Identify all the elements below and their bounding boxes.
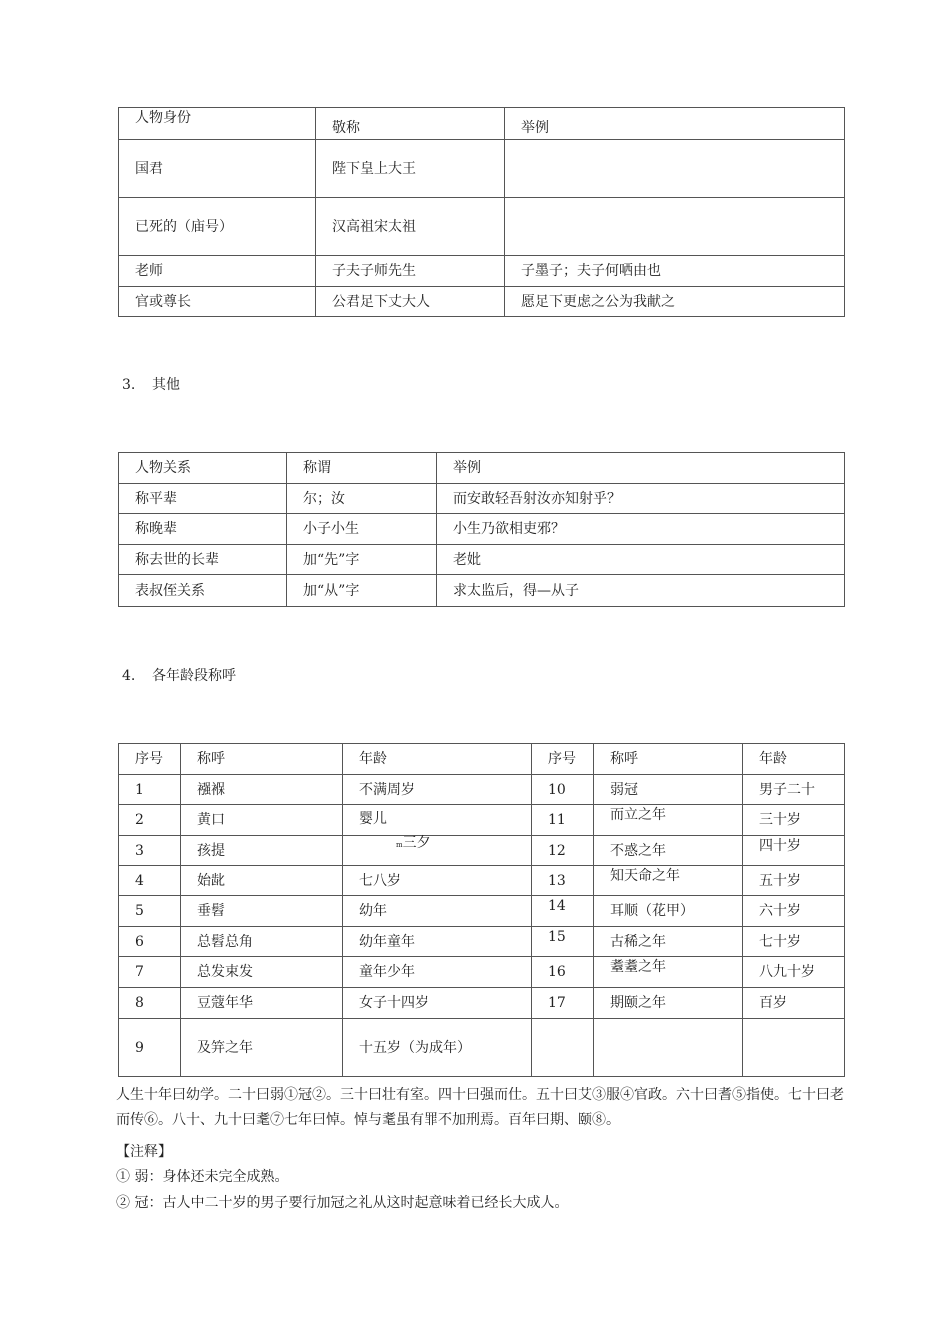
table-cell: 称晚辈	[119, 514, 287, 545]
notes-heading: 【注释】	[116, 1144, 172, 1160]
table-cell: 不惑之年	[594, 836, 743, 866]
table-cell: 10	[532, 775, 594, 805]
table-cell: 黄口	[181, 805, 343, 836]
table-row	[119, 866, 845, 896]
table-cell: 知天命之年	[594, 866, 743, 896]
table-cell: 称平辈	[119, 484, 287, 514]
table-cell: 加“先”字	[287, 545, 437, 575]
table-row	[119, 775, 845, 805]
table-cell: 4	[119, 866, 181, 896]
header-cell: 举例	[505, 108, 845, 140]
table-cell: 幼年童年	[343, 927, 532, 957]
table-cell: 14	[532, 896, 594, 927]
table-row	[119, 957, 845, 988]
header-cell: 序号	[119, 744, 181, 775]
table-cell: 幼年	[343, 896, 532, 927]
table-cell	[532, 1019, 594, 1077]
section-3-heading	[122, 374, 180, 394]
table-row	[119, 805, 845, 836]
table-cell: 官或尊长	[119, 287, 316, 317]
table-cell: 称去世的长辈	[119, 545, 287, 575]
table-cell	[743, 1019, 845, 1077]
table-row	[119, 1019, 845, 1077]
table-cell: 求太监后，得—从子	[437, 575, 845, 607]
table-cell: 汉高祖宋太祖	[316, 198, 505, 256]
table-cell: 总发束发	[181, 957, 343, 988]
table-cell: 不满周岁	[343, 775, 532, 805]
table-cell: 女子十四岁	[343, 988, 532, 1019]
table-cell: 耋耋之年	[594, 957, 743, 988]
table-cell: 15	[532, 927, 594, 957]
honorifics-table	[118, 107, 845, 317]
table-row	[119, 198, 845, 256]
table-cell: 三十岁	[743, 805, 845, 836]
table-cell: 七十岁	[743, 927, 845, 957]
header-cell: 举例	[437, 453, 845, 484]
stray-small-mark: m	[396, 841, 403, 849]
table-row	[119, 896, 845, 927]
table-cell: 孩提	[181, 836, 343, 866]
table-cell: 五十岁	[743, 866, 845, 896]
table-cell: 5	[119, 896, 181, 927]
table-row	[119, 545, 845, 575]
table-cell: 期颐之年	[594, 988, 743, 1019]
table-cell: 垂髫	[181, 896, 343, 927]
table-cell: 而立之年	[594, 805, 743, 836]
table-cell: 童年少年	[343, 957, 532, 988]
table-cell: 子夫子师先生	[316, 256, 505, 287]
table-header-row	[119, 108, 845, 140]
table-header-row	[119, 453, 845, 484]
table-cell: 弱冠	[594, 775, 743, 805]
table-cell: 而安敢轻吾射汝亦知射乎？	[437, 484, 845, 514]
table-cell: 十五岁（为成年）	[343, 1019, 532, 1077]
table-header-row	[119, 744, 845, 775]
table-cell	[505, 140, 845, 198]
stray-text: 三夕	[402, 835, 431, 851]
table-cell: 男子二十	[743, 775, 845, 805]
table-cell	[343, 836, 532, 866]
table-row	[119, 836, 845, 866]
age-names-table	[118, 743, 845, 1077]
table-cell: 17	[532, 988, 594, 1019]
table-cell: 愿足下更虑之公为我献之	[505, 287, 845, 317]
table-cell: 八九十岁	[743, 957, 845, 988]
table-cell: 六十岁	[743, 896, 845, 927]
table-cell: 已死的（庙号）	[119, 198, 316, 256]
table-cell: 国君	[119, 140, 316, 198]
note-item: ① 弱：身体还未完全成熟。	[116, 1169, 289, 1185]
table-cell: 1	[119, 775, 181, 805]
table-cell: 总髫总角	[181, 927, 343, 957]
table-cell: 12	[532, 836, 594, 866]
stray-annotation	[396, 832, 431, 852]
table-cell: 尔；汝	[287, 484, 437, 514]
table-row	[119, 256, 845, 287]
table-cell: 豆蔻年华	[181, 988, 343, 1019]
relations-table	[118, 452, 845, 607]
table-cell: 及笄之年	[181, 1019, 343, 1077]
table-row	[119, 575, 845, 607]
table-cell: 小子小生	[287, 514, 437, 545]
table-cell: 始龀	[181, 866, 343, 896]
note-item: ② 冠：古人中二十岁的男子要行加冠之礼从这时起意味着已经长大成人。	[116, 1195, 569, 1211]
table-cell: 小生乃欲相吏邪？	[437, 514, 845, 545]
header-cell: 人物身份	[119, 108, 316, 140]
section-title: 各年龄段称呼	[152, 668, 236, 684]
table-cell: 四十岁	[743, 836, 845, 866]
section-number: 3.	[122, 377, 136, 393]
table-cell: 古稀之年	[594, 927, 743, 957]
table-cell: 百岁	[743, 988, 845, 1019]
age-paragraph: 人生十年曰幼学。二十曰弱①冠②。三十曰壮有室。四十曰强而仕。五十曰艾③服④官政。六十曰耆⑤指使。七十曰老而传⑥。八十、九十曰耄⑦七年曰悼。悼与耄虽有罪不加刑焉。百年曰期、颐⑧。	[116, 1087, 844, 1128]
table-row	[119, 988, 845, 1019]
table-cell: 老师	[119, 256, 316, 287]
header-cell: 年龄	[743, 744, 845, 775]
header-cell: 年龄	[343, 744, 532, 775]
table-cell: 七八岁	[343, 866, 532, 896]
table-cell: 表叔侄关系	[119, 575, 287, 607]
table-cell: 3	[119, 836, 181, 866]
table-cell: 耳顺（花甲）	[594, 896, 743, 927]
table-cell: 公君足下丈大人	[316, 287, 505, 317]
table-cell: 2	[119, 805, 181, 836]
table-cell: 13	[532, 866, 594, 896]
table-cell: 6	[119, 927, 181, 957]
header-cell: 称呼	[594, 744, 743, 775]
table-cell: 7	[119, 957, 181, 988]
header-cell: 人物关系	[119, 453, 287, 484]
table-cell: 8	[119, 988, 181, 1019]
table-cell	[594, 1019, 743, 1077]
table-cell: 陛下皇上大王	[316, 140, 505, 198]
table-cell: 16	[532, 957, 594, 988]
section-number: 4.	[122, 668, 136, 684]
section-4-heading	[122, 665, 236, 685]
header-cell: 称谓	[287, 453, 437, 484]
table-row	[119, 287, 845, 317]
table-cell	[505, 198, 845, 256]
table-cell: 襁褓	[181, 775, 343, 805]
header-cell: 序号	[532, 744, 594, 775]
table-row	[119, 484, 845, 514]
table-cell: 11	[532, 805, 594, 836]
table-cell: 老妣	[437, 545, 845, 575]
table-cell: 婴儿	[343, 805, 532, 836]
section-title: 其他	[152, 377, 180, 393]
table-cell: 加“从”字	[287, 575, 437, 607]
table-cell: 9	[119, 1019, 181, 1077]
table-row	[119, 140, 845, 198]
table-cell: 子墨子；夫子何哂由也	[505, 256, 845, 287]
table-row	[119, 927, 845, 957]
header-cell: 敬称	[316, 108, 505, 140]
table-row	[119, 514, 845, 545]
header-cell: 称呼	[181, 744, 343, 775]
